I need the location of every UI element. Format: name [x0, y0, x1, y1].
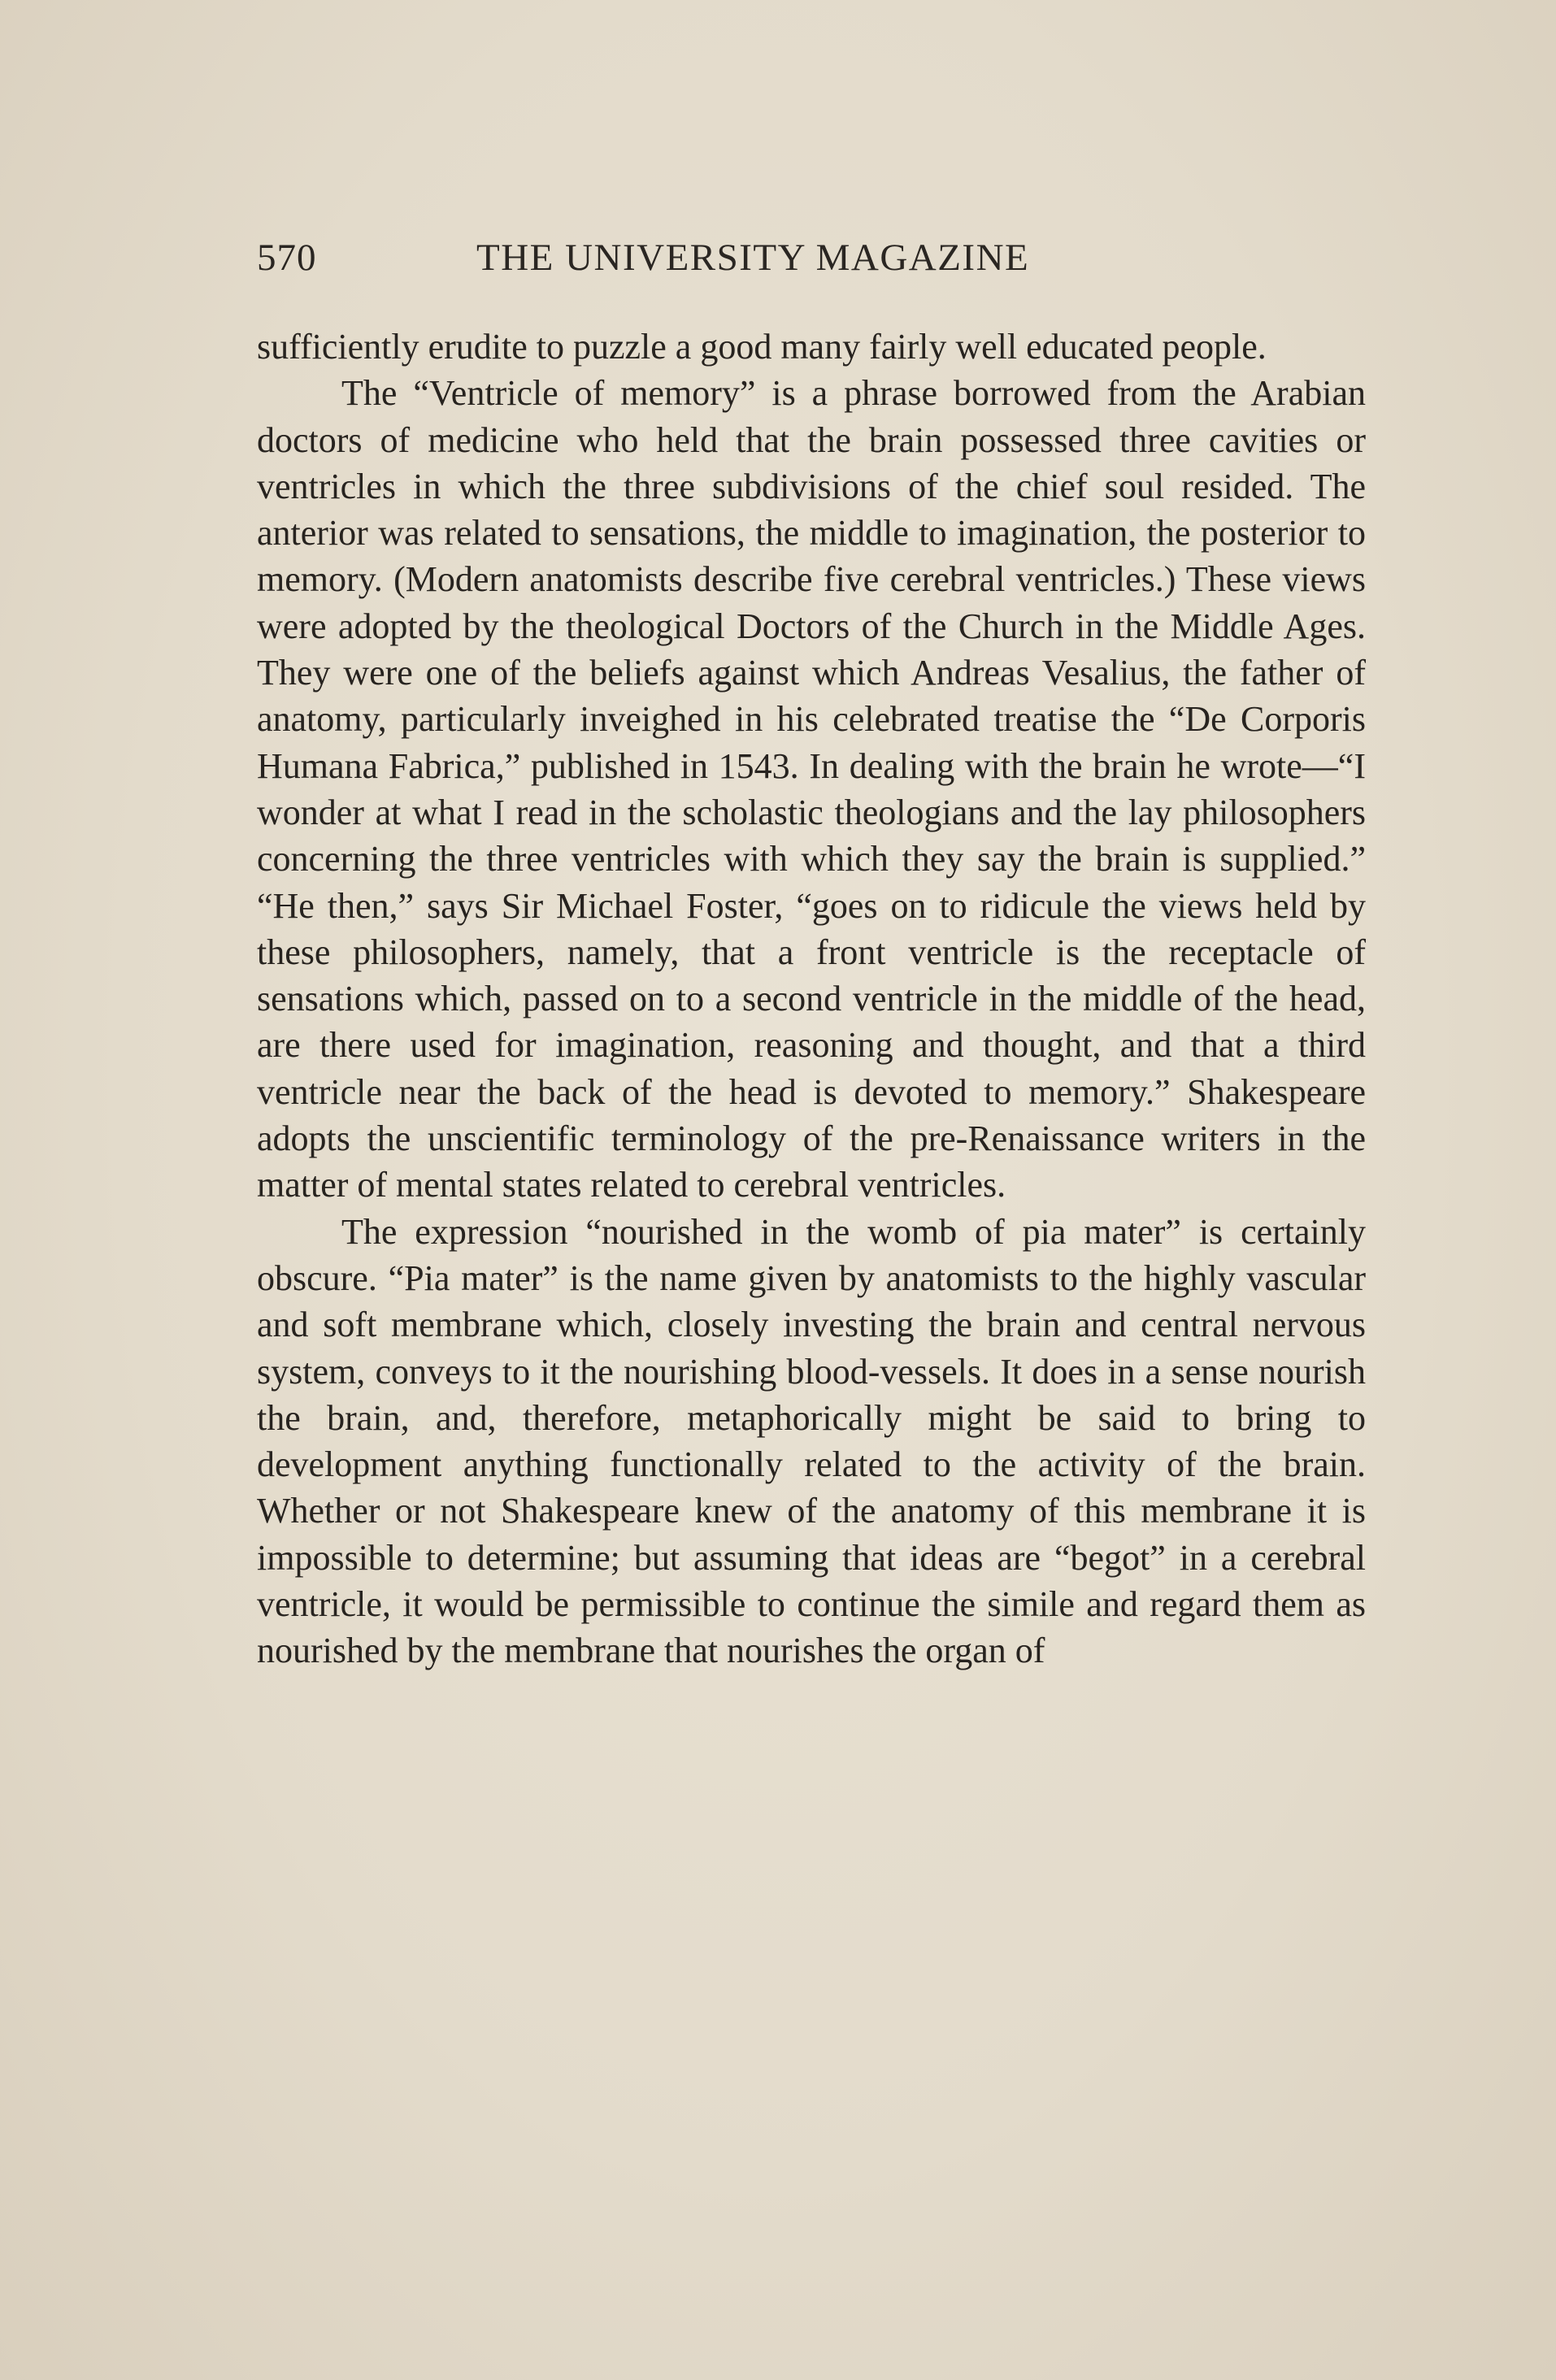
paragraph-continuation: sufficiently erudite to puzzle a good many fairly well educated people.: [257, 327, 1267, 367]
body-text: [257, 324, 1366, 1674]
paragraph-pia-mater: The expression “nourished in the womb of pia mater” is certainly obscure. “Pia mater” is the name given by anatomists to the highly vascular and soft membrane which, closely investing the brain and central nervous system, conveys to it the nourishing blood-vessels. It does in a sense nourish the brain, and, therefore, metaphorically might be said to bring to development anything functionally related to the activity of the brain. Whether or not Shakespeare knew of the anatomy of this membrane it is impossible to determine; but assuming that ideas are “begot” in a cerebral ventricle, it would be permissible to continue the simile and regard them as nourished by the membrane that nourishes the organ of: [257, 1211, 1366, 1671]
paragraph-ventricle-of-memory: The “Ventricle of memory” is a phrase borrowed from the Arabian doctors of medicine who held that the brain possessed three cavities or ventricles in which the three subdivisions of the chief soul resided. The anterior was related to sensations, the middle to imagination, the posterior to memory. (Modern anatomists describe five cerebral ventricles.) These views were adopted by the theological Doctors of the Church in the Middle Ages. They were one of the beliefs against which Andreas Vesalius, the father of anatomy, particularly inveighed in his celebrated treatise the “De Corporis Humana Fabrica,” published in 1543. In dealing with the brain he wrote—“I wonder at what I read in the scholastic theologians and the lay philosophers concerning the three ventricles with which they say the brain is supplied.” “He then,” says Sir Michael Foster, “goes on to ridicule the views held by these philosophers, namely, that a front ventricle is the receptacle of sensations which, passed on to a second ventricle in the middle of the head, are there used for imagination, reasoning and thought, and that a third ventricle near the back of the head is devoted to memory.” Shakespeare adopts the unscientific terminology of the pre-Renaissance writers in the matter of mental states related to cerebral ventricles.: [257, 373, 1366, 1205]
running-head: THE UNIVERSITY MAGAZINE: [476, 237, 1030, 279]
page-number: 570: [257, 237, 317, 279]
page-header: [257, 236, 1135, 284]
